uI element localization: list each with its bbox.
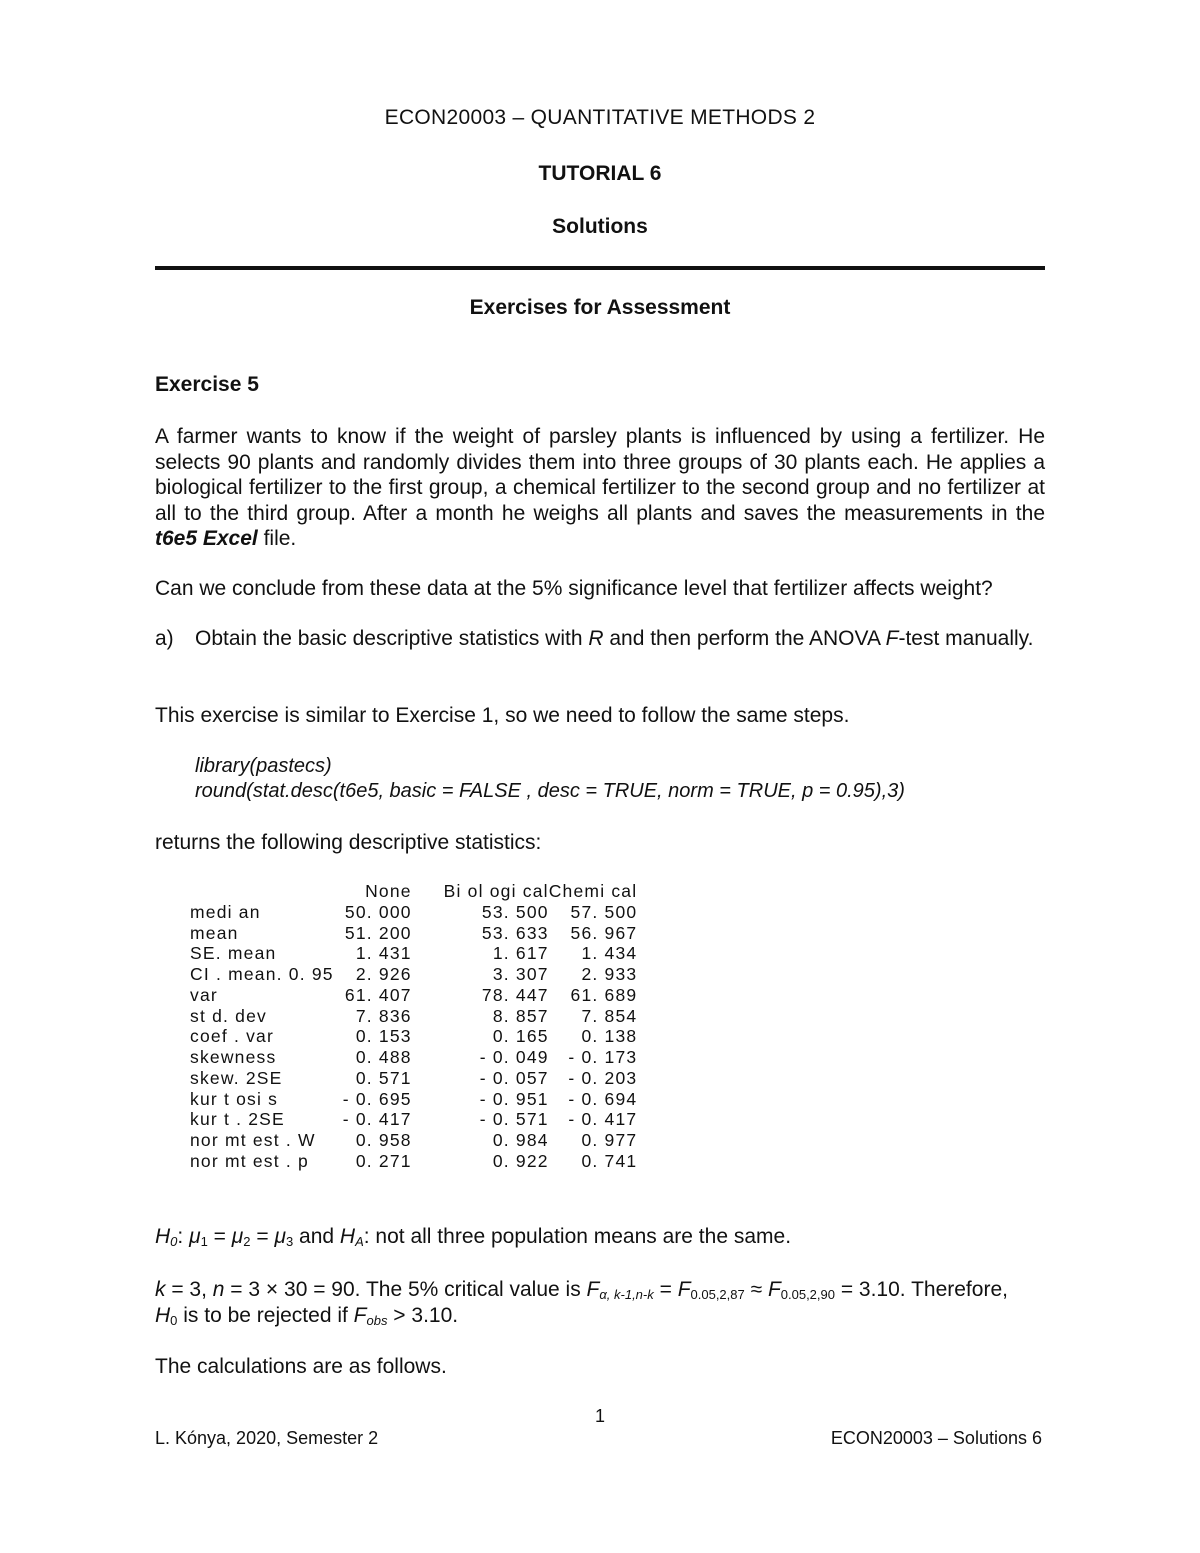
tutorial-title: TUTORIAL 6 (538, 162, 662, 185)
course-title: ECON20003 – QUANTITATIVE METHODS 2 (384, 106, 816, 129)
stat-value-cell: 51. 200 (344, 922, 412, 943)
exercise-title: Exercise 5 (155, 373, 259, 396)
table-row (190, 964, 637, 985)
stat-value-cell: 61. 689 (570, 984, 638, 1005)
stat-value-cell: 0. 958 (355, 1130, 412, 1150)
table-row (190, 1006, 637, 1027)
table-row (190, 985, 637, 1006)
stat-name-cell: CI . mean. 0. 95 (190, 964, 334, 984)
stat-name-cell: mean (190, 922, 239, 943)
stat-name-cell: skewness (190, 1047, 277, 1067)
stat-name-cell: coef . var (190, 1026, 274, 1047)
r-code-line-2: round(stat.desc(t6e5, basic = FALSE , desc = TRUE, norm = TRUE, p = 0.95),3) (195, 780, 905, 802)
table-row (190, 923, 637, 944)
footer-right: ECON20003 – Solutions 6 (830, 1428, 1042, 1448)
footer-left: L. Kónya, 2020, Semester 2 (155, 1428, 379, 1448)
stat-value-cell: - 0. 203 (568, 1067, 638, 1088)
stat-value-cell: 2. 926 (355, 964, 412, 984)
page-number: 1 (594, 1406, 605, 1426)
section-title: Exercises for Assessment (469, 296, 731, 319)
stat-value-cell: 8. 857 (492, 1005, 549, 1026)
table-header-cell: Chemi cal (548, 881, 638, 901)
stat-value-cell: 1. 434 (581, 943, 638, 964)
similar-note: This exercise is similar to Exercise 1, so we need to follow the same steps. (155, 704, 850, 727)
stat-value-cell: - 0. 695 (342, 1088, 412, 1109)
table-row (190, 1089, 637, 1110)
stat-name-cell: nor mt est . W (190, 1130, 316, 1150)
stat-value-cell: 0. 488 (355, 1047, 412, 1067)
stat-value-cell: 0. 571 (355, 1067, 412, 1088)
stat-value-cell: - 0. 417 (568, 1109, 638, 1130)
descriptive-stats-table (190, 881, 637, 1172)
stat-name-cell: nor mt est . p (190, 1150, 309, 1171)
question-text: Can we conclude from these data at the 5% significance level that fertilizer affects weight? (155, 577, 993, 600)
stat-value-cell: - 0. 173 (568, 1047, 638, 1067)
stat-value-cell: 0. 271 (355, 1150, 412, 1171)
stat-value-cell: 7. 854 (581, 1005, 638, 1026)
stat-name-cell: st d. dev (190, 1005, 267, 1026)
stat-value-cell: 53. 500 (481, 901, 549, 922)
calculations-text: The calculations are as follows. (155, 1355, 447, 1378)
solutions-subtitle: Solutions (552, 215, 648, 238)
stat-name-cell: var (190, 984, 218, 1005)
table-header-cell (190, 881, 334, 902)
r-code-line-1: library(pastecs) (195, 755, 332, 777)
stat-value-cell: 0. 741 (581, 1150, 638, 1171)
stat-value-cell: 57. 500 (570, 901, 638, 922)
stat-value-cell: 0. 984 (492, 1130, 549, 1150)
part-a-label: a) (155, 627, 174, 650)
stat-value-cell: 0. 977 (581, 1130, 638, 1150)
stat-name-cell: skew. 2SE (190, 1067, 283, 1088)
horizontal-rule (155, 266, 1045, 270)
table-header-cell: Bi ol ogi cal (443, 881, 549, 901)
stat-value-cell: 2. 933 (581, 964, 638, 984)
stat-name-cell: kur t osi s (190, 1088, 279, 1109)
table-header-cell: None (365, 881, 412, 901)
table-row (190, 943, 637, 964)
file-name: t6e5 Excel (155, 527, 258, 550)
stat-value-cell: - 0. 417 (342, 1109, 412, 1130)
stat-value-cell: - 0. 571 (479, 1109, 549, 1130)
exercise-intro (155, 424, 1045, 552)
stat-value-cell: 53. 633 (481, 922, 549, 943)
table-row (190, 902, 637, 923)
table-row (190, 1026, 637, 1047)
table-row (190, 1130, 637, 1151)
stat-value-cell: 56. 967 (570, 922, 638, 943)
table-row (190, 1068, 637, 1089)
stat-value-cell: 0. 153 (355, 1026, 412, 1047)
stat-value-cell: 3. 307 (492, 964, 549, 984)
returns-text: returns the following descriptive statistics: (155, 831, 542, 854)
stat-name-cell: SE. mean (190, 943, 277, 964)
stat-value-cell: 78. 447 (481, 984, 549, 1005)
stat-value-cell: - 0. 057 (479, 1067, 549, 1088)
table-row (190, 1047, 637, 1068)
table-row (190, 1151, 637, 1172)
intro-text-end: file. (257, 527, 297, 550)
stat-value-cell: 1. 617 (492, 943, 549, 964)
stat-name-cell: kur t . 2SE (190, 1109, 285, 1130)
table-row (190, 1109, 637, 1130)
stat-name-cell: medi an (190, 901, 261, 922)
stat-value-cell: 0. 138 (581, 1026, 638, 1047)
stat-value-cell: - 0. 049 (479, 1047, 549, 1067)
stat-value-cell: 7. 836 (355, 1005, 412, 1026)
stat-value-cell: 1. 431 (355, 943, 412, 964)
stat-value-cell: - 0. 694 (568, 1088, 638, 1109)
table-header-row (190, 881, 637, 902)
critical-value-text: k = 3, n = 3 × 30 = 90. The 5% critical value is $F_{\alpha, k-1,n-k} = F_{0.05,2,87} \approx F_{0.05,2,90} = 3.10$. Therefore, $H_0$ is to be rejected if $F_{obs} > 3.10$. (155, 1278, 1008, 1328)
stat-value-cell: 0. 165 (492, 1026, 549, 1047)
part-a (155, 626, 1045, 652)
part-a-text: Obtain the basic descriptive statistics with R and then perform the ANOVA F-test manually. (195, 627, 1034, 650)
intro-text: A farmer wants to know if the weight of parsley plants is influenced by using a fertilizer. He selects 90 plants and randomly divides them into three groups of 30 plants each. He applies a biological fertilizer to the first group, a chemical fertilizer to the second group and no fertilizer at all to the third group. After a month he weighs all plants and saves the measurements in the (155, 425, 1045, 525)
stat-value-cell: - 0. 951 (479, 1088, 549, 1109)
stat-value-cell: 61. 407 (344, 984, 412, 1005)
stat-value-cell: 0. 922 (492, 1150, 549, 1171)
hypotheses: $H_0$: $\mu_1 = \mu_2 = \mu_3$ and $H_A$: not all three population means are the same. (155, 1225, 792, 1249)
stat-value-cell: 50. 000 (344, 901, 412, 922)
